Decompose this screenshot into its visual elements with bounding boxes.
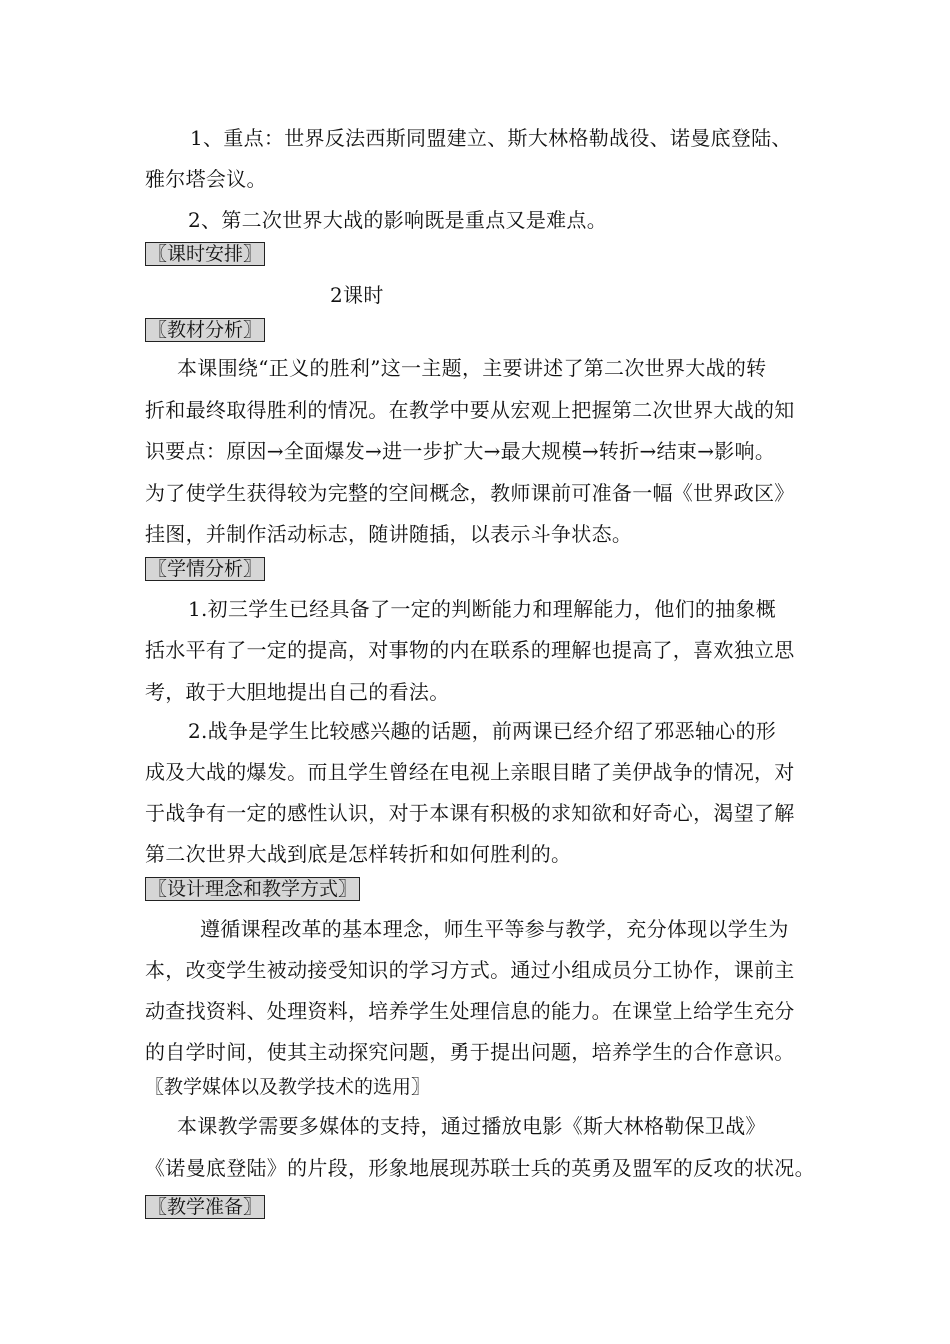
schedule-heading: 〖课时安排〗 xyxy=(145,242,265,266)
media-line: 《诺曼底登陆》的片段，形象地展现苏联士兵的英勇及盟军的反攻的状况。 xyxy=(145,1156,815,1180)
design-heading: 〖设计理念和教学方式〗 xyxy=(145,877,360,901)
schedule-text: 2课时 xyxy=(330,283,384,307)
design-line: 本，改变学生被动接受知识的学习方式。通过小组成员分工协作，课前主 xyxy=(145,958,795,982)
students-heading: 〖学情分析〗 xyxy=(145,557,265,581)
focus-item-1-line-2: 雅尔塔会议。 xyxy=(145,167,267,191)
design-line: 的自学时间，使其主动探究问题，勇于提出问题，培养学生的合作意识。 xyxy=(145,1040,795,1064)
focus-item-1-line-1: 1、重点：世界反法西斯同盟建立、斯大林格勒战役、诺曼底登陆、 xyxy=(190,126,792,150)
design-line: 动查找资料、处理资料，培养学生处理信息的能力。在课堂上给学生充分 xyxy=(145,999,795,1023)
textbook-line: 折和最终取得胜利的情况。在教学中要从宏观上把握第二次世界大战的知 xyxy=(145,398,795,422)
design-line: 遵循课程改革的基本理念，师生平等参与教学，充分体现以学生为 xyxy=(200,917,789,941)
focus-item-2: 2、第二次世界大战的影响既是重点又是难点。 xyxy=(188,208,608,232)
students-line: 第二次世界大战到底是怎样转折和如何胜利的。 xyxy=(145,842,572,866)
media-heading: 〖教学媒体以及教学技术的选用〗 xyxy=(145,1076,431,1098)
students-line: 成及大战的爆发。而且学生曾经在电视上亲眼目睹了美伊战争的情况，对 xyxy=(145,760,795,784)
students-line: 1.初三学生已经具备了一定的判断能力和理解能力，他们的抽象概 xyxy=(188,597,777,621)
media-line: 本课教学需要多媒体的支持，通过播放电影《斯大林格勒保卫战》 xyxy=(177,1114,766,1138)
students-line: 2.战争是学生比较感兴趣的话题，前两课已经介绍了邪恶轴心的形 xyxy=(188,719,777,743)
students-line: 考，敢于大胆地提出自己的看法。 xyxy=(145,680,450,704)
textbook-line: 挂图，并制作活动标志，随讲随插，以表示斗争状态。 xyxy=(145,522,633,546)
textbook-heading: 〖教材分析〗 xyxy=(145,318,265,342)
students-line: 于战争有一定的感性认识，对于本课有积极的求知欲和好奇心，渴望了解 xyxy=(145,801,795,825)
preparation-heading: 〖教学准备〗 xyxy=(145,1195,265,1219)
students-line: 括水平有了一定的提高，对事物的内在联系的理解也提高了，喜欢独立思 xyxy=(145,638,795,662)
textbook-line: 为了使学生获得较为完整的空间概念，教师课前可准备一幅《世界政区》 xyxy=(145,481,795,505)
textbook-line: 识要点：原因→全面爆发→进一步扩大→最大规模→转折→结束→影响。 xyxy=(145,439,776,463)
textbook-line: 本课围绕“正义的胜利”这一主题，主要讲述了第二次世界大战的转 xyxy=(177,356,767,380)
